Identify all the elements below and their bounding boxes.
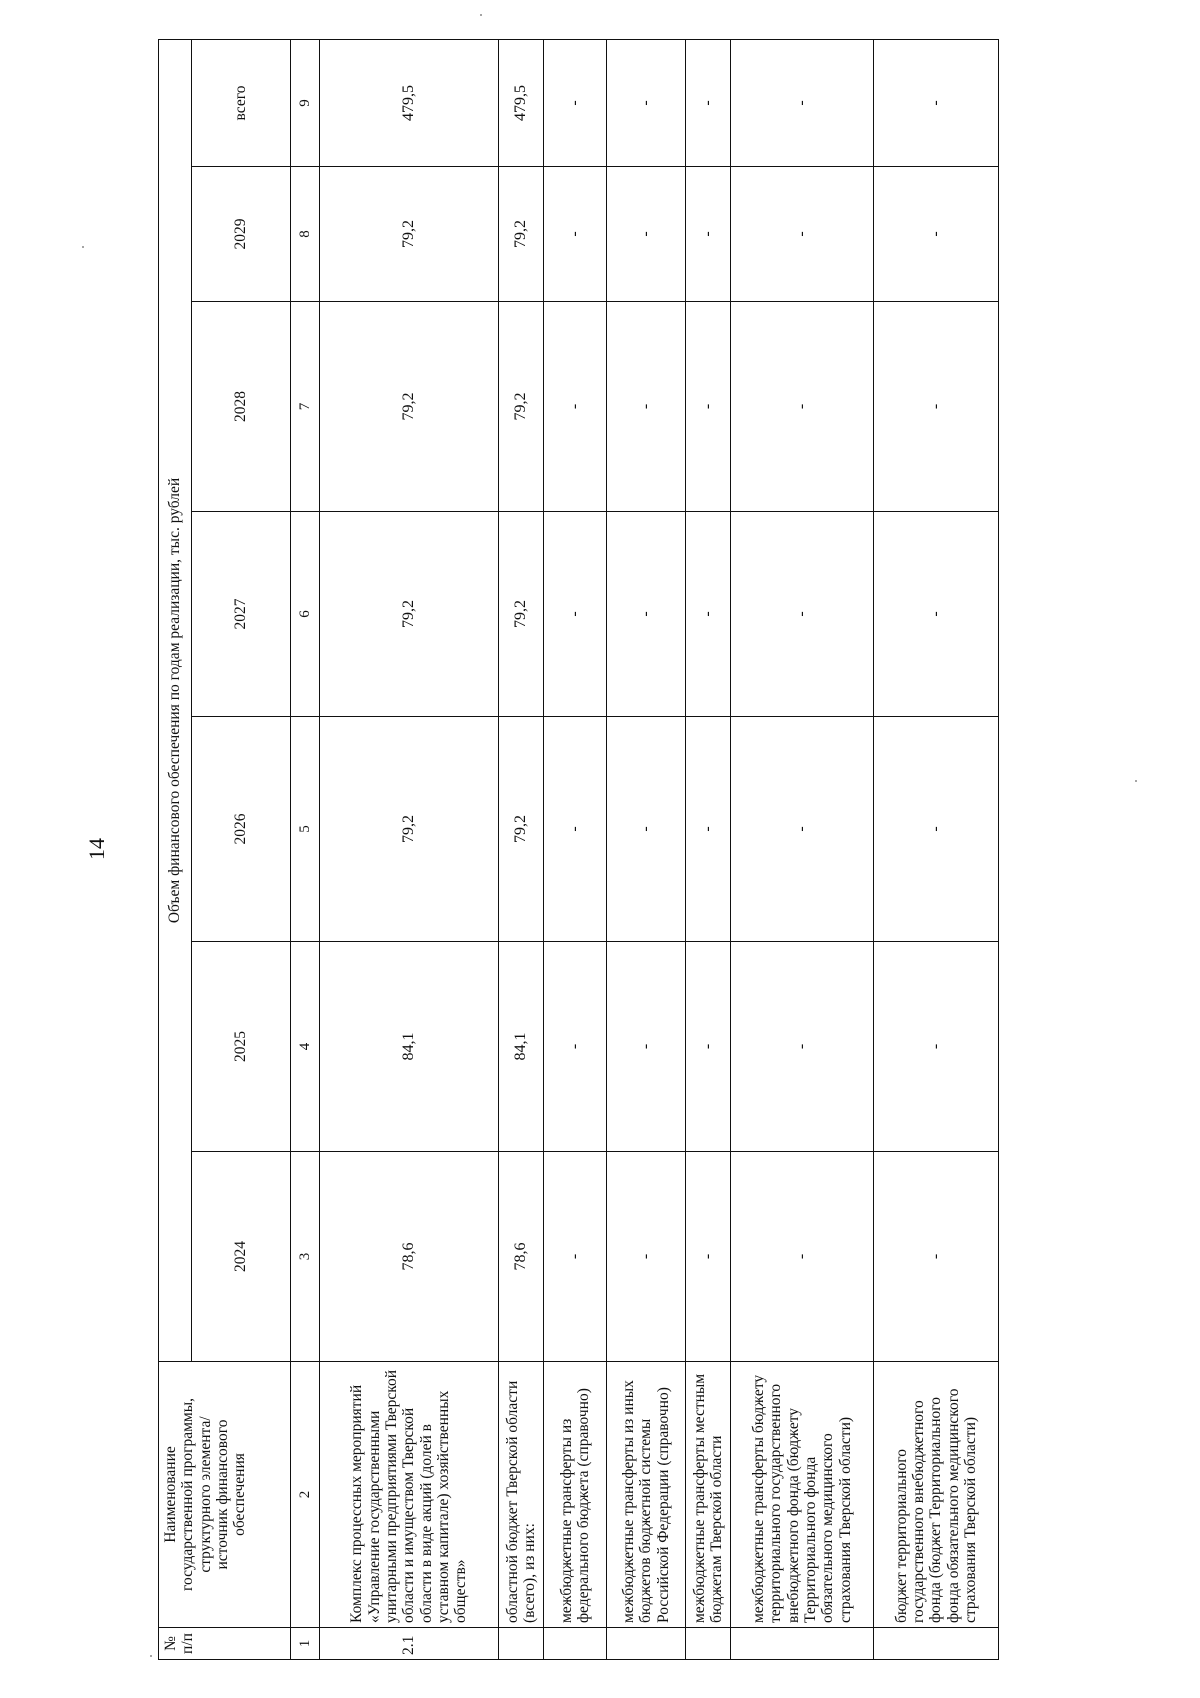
value-2024: 78,6: [499, 1152, 544, 1362]
header-year-2026: 2026: [192, 717, 291, 942]
value-2027: -: [544, 512, 607, 717]
column-number: 5: [291, 717, 320, 942]
value-2029: -: [607, 167, 686, 302]
column-number-row: [291, 39, 320, 1659]
value-total: 479,5: [320, 39, 499, 166]
value-2027: -: [607, 512, 686, 717]
scan-speck: [82, 246, 84, 248]
column-number: 4: [291, 942, 320, 1152]
value-2029: 79,2: [499, 167, 544, 302]
table-row: [686, 39, 731, 1659]
row-name: межбюджетные трансферты местным бюджетам Тверской области: [686, 1362, 731, 1628]
value-2025: -: [731, 942, 874, 1152]
scan-speck: [1135, 780, 1137, 782]
value-2028: -: [607, 302, 686, 512]
value-2025: 84,1: [499, 942, 544, 1152]
value-2024: -: [544, 1152, 607, 1362]
column-number: 8: [291, 167, 320, 302]
value-2029: -: [686, 167, 731, 302]
value-2026: -: [686, 717, 731, 942]
value-2024: -: [731, 1152, 874, 1362]
value-2025: -: [686, 942, 731, 1152]
value-2028: -: [686, 302, 731, 512]
column-number: 2: [291, 1362, 320, 1628]
table-row: [499, 39, 544, 1659]
value-2024: 78,6: [320, 1152, 499, 1362]
value-2028: 79,2: [320, 302, 499, 512]
header-year-2028: 2028: [192, 302, 291, 512]
column-number: 1: [291, 1628, 320, 1660]
value-2025: -: [874, 942, 999, 1152]
value-2026: 79,2: [320, 717, 499, 942]
value-2027: -: [731, 512, 874, 717]
financing-table: [158, 39, 999, 1660]
value-total: -: [686, 39, 731, 166]
row-name: межбюджетные трансферты из иных бюджетов бюджетной системы Российской Федерации (справочно): [607, 1362, 686, 1628]
table-row: [544, 39, 607, 1659]
value-total: 479,5: [499, 39, 544, 166]
value-2026: 79,2: [499, 717, 544, 942]
value-2027: -: [686, 512, 731, 717]
value-2029: 79,2: [320, 167, 499, 302]
header-name: Наименование государственной программы, структурного элемента/ источник финансового обеспечения: [159, 1362, 291, 1628]
row-id: [607, 1628, 686, 1660]
value-2028: -: [731, 302, 874, 512]
value-2028: -: [544, 302, 607, 512]
value-2026: -: [607, 717, 686, 942]
value-2029: -: [874, 167, 999, 302]
scan-speck: [150, 1655, 152, 1657]
column-number: 7: [291, 302, 320, 512]
value-2025: -: [607, 942, 686, 1152]
column-number: 6: [291, 512, 320, 717]
table-row: [874, 39, 999, 1659]
row-name: межбюджетные трансферты из федерального бюджета (справочно): [544, 1362, 607, 1628]
column-number: 3: [291, 1152, 320, 1362]
value-2024: -: [686, 1152, 731, 1362]
row-name: бюджет территориального государственного внебюджетного фонда (бюджет Территориального фонда обязательного медицинского страхования Тверской области): [874, 1362, 999, 1628]
value-total: -: [607, 39, 686, 166]
header-year-2024: 2024: [192, 1152, 291, 1362]
table-row: [607, 39, 686, 1659]
value-2026: -: [874, 717, 999, 942]
value-2025: 84,1: [320, 942, 499, 1152]
value-2028: 79,2: [499, 302, 544, 512]
row-name: областной бюджет Тверской области (всего), из них:: [499, 1362, 544, 1628]
table-row: [320, 39, 499, 1659]
value-2029: -: [544, 167, 607, 302]
value-2028: -: [874, 302, 999, 512]
header-year-2029: 2029: [192, 167, 291, 302]
value-2027: 79,2: [499, 512, 544, 717]
value-2026: -: [544, 717, 607, 942]
table-row: [731, 39, 874, 1659]
header-total: всего: [192, 39, 291, 166]
value-2025: -: [544, 942, 607, 1152]
value-2029: -: [731, 167, 874, 302]
row-id: [686, 1628, 731, 1660]
value-2027: 79,2: [320, 512, 499, 717]
row-id: [499, 1628, 544, 1660]
value-2026: -: [731, 717, 874, 942]
header-row-top: [159, 39, 192, 1659]
header-year-2027: 2027: [192, 512, 291, 717]
row-name: Комплекс процессных мероприятий «Управление государственными унитарными предприятиями Тверской области и имуществом Тверской области в виде акций (долей в уставном капитале) хозяйственных обществ»: [320, 1362, 499, 1628]
value-total: -: [544, 39, 607, 166]
row-id: 2.1: [320, 1628, 499, 1660]
scan-speck: [480, 14, 482, 16]
header-financing-group: Объем финансового обеспечения по годам реализации, тыс. рублей: [159, 39, 192, 1361]
header-year-2025: 2025: [192, 942, 291, 1152]
value-total: -: [874, 39, 999, 166]
row-id: [731, 1628, 874, 1660]
value-total: -: [731, 39, 874, 166]
header-num: № п/п: [159, 1628, 291, 1660]
column-number: 9: [291, 39, 320, 166]
row-name: межбюджетные трансферты бюджету территориального государственного внебюджетного фонда (бюджету Территориального фонда обязательного медицинского страхования Тверской области): [731, 1362, 874, 1628]
value-2027: -: [874, 512, 999, 717]
value-2024: -: [607, 1152, 686, 1362]
page-number: 14: [84, 838, 109, 860]
row-id: [874, 1628, 999, 1660]
row-id: [544, 1628, 607, 1660]
value-2024: -: [874, 1152, 999, 1362]
